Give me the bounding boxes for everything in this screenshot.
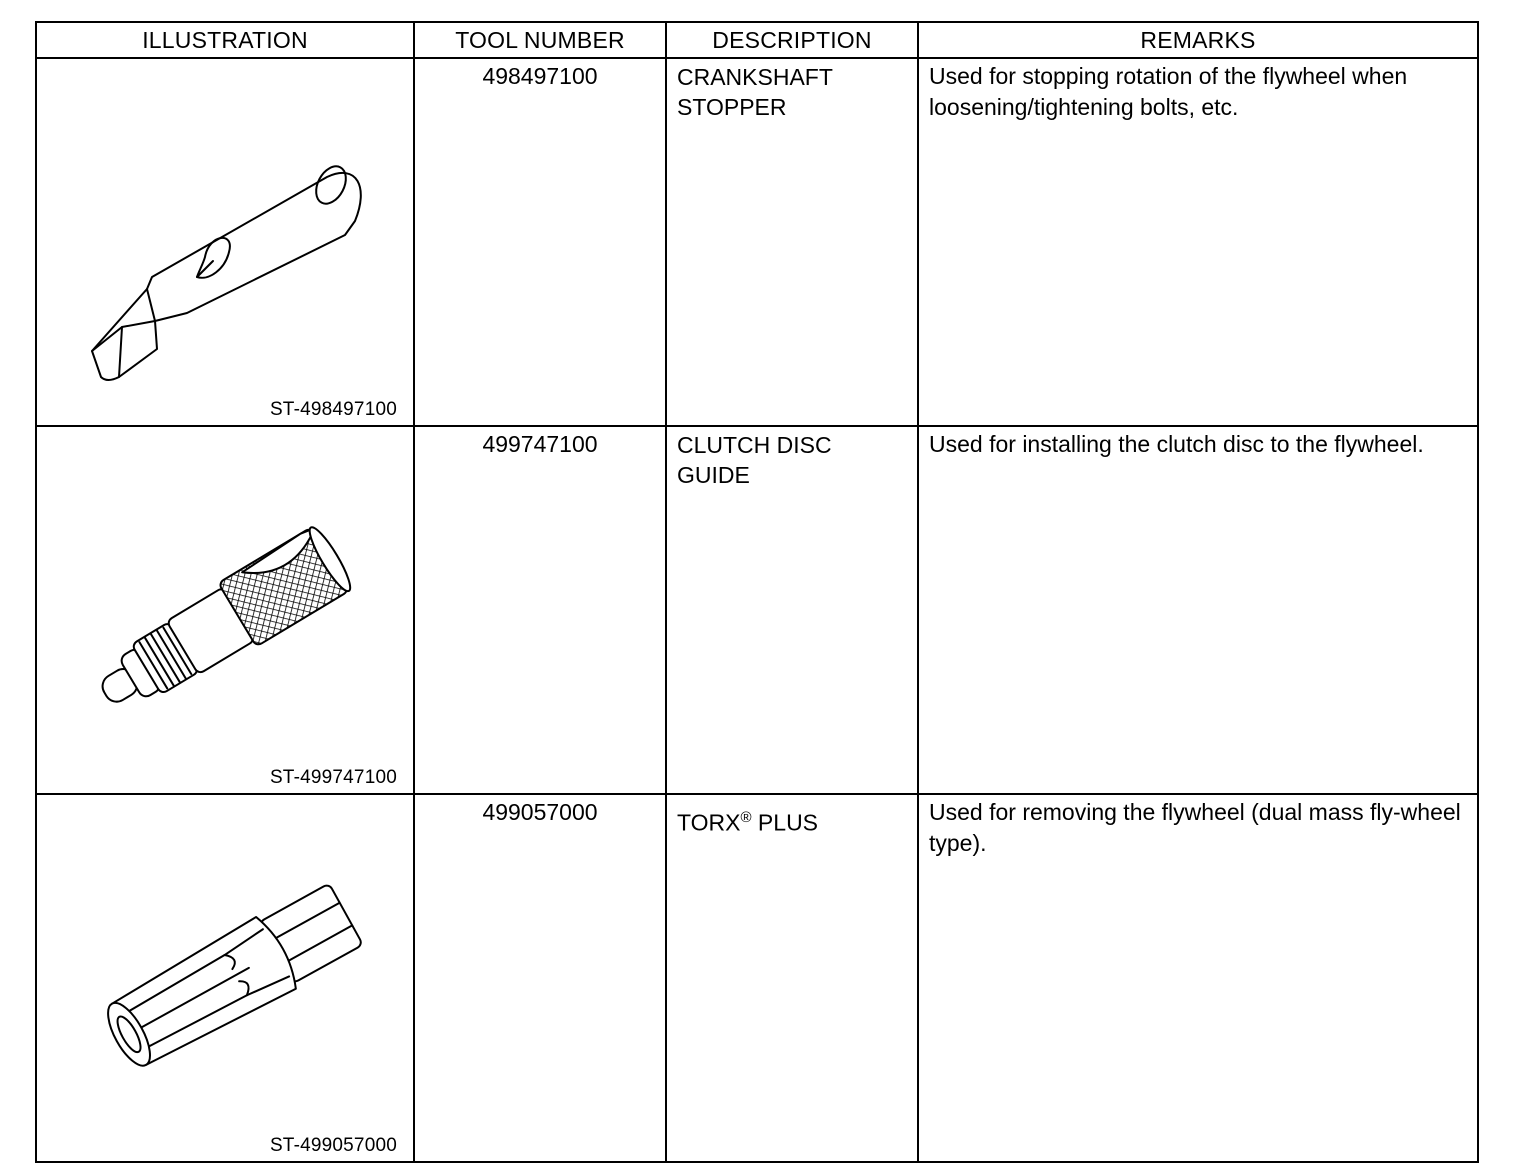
illustration-cell xyxy=(36,794,414,1162)
tool-number: 498497100 xyxy=(482,63,598,89)
description-cell xyxy=(666,426,918,794)
description-cell xyxy=(666,58,918,426)
header-remarks: REMARKS xyxy=(918,22,1478,58)
description-line: CRANKSHAFT xyxy=(677,64,833,90)
illustration-cell xyxy=(36,58,414,426)
description-cell xyxy=(666,794,918,1162)
table-row xyxy=(36,58,1478,426)
clutch-disc-guide-illustration xyxy=(37,427,413,793)
tool-number: 499057000 xyxy=(482,799,598,825)
illustration-code: ST-499747100 xyxy=(269,767,397,788)
tool-number-cell xyxy=(414,794,666,1162)
registered-mark: ® xyxy=(740,809,752,826)
header-description: DESCRIPTION xyxy=(666,22,918,58)
crankshaft-stopper-illustration xyxy=(37,59,413,425)
description-line: STOPPER xyxy=(677,94,787,120)
description-line: GUIDE xyxy=(677,462,750,488)
remarks-text: Used for removing the flywheel (dual mass fly-wheel type). xyxy=(929,799,1461,856)
illustration-code: ST-499057000 xyxy=(269,1135,397,1156)
tool-number-cell xyxy=(414,426,666,794)
tool-number: 499747100 xyxy=(482,431,598,457)
header-illustration: ILLUSTRATION xyxy=(36,22,414,58)
remarks-cell xyxy=(918,58,1478,426)
tool-number-cell xyxy=(414,58,666,426)
header-row xyxy=(36,22,1478,58)
special-tools-table xyxy=(35,21,1479,1163)
remarks-cell xyxy=(918,426,1478,794)
remarks-cell xyxy=(918,794,1478,1162)
description-line: CLUTCH DISC xyxy=(677,432,832,458)
description-rest: PLUS xyxy=(751,809,819,836)
remarks-text: Used for installing the clutch disc to the flywheel. xyxy=(929,431,1424,457)
table-row xyxy=(36,426,1478,794)
torx-plus-bit-illustration xyxy=(37,795,413,1161)
description-main: TORX xyxy=(677,809,741,836)
illustration-cell xyxy=(36,426,414,794)
illustration-code: ST-498497100 xyxy=(269,399,397,420)
header-tool-number: TOOL NUMBER xyxy=(414,22,666,58)
remarks-text: Used for stopping rotation of the flywheel when loosening/tightening bolts, etc. xyxy=(929,63,1408,120)
table-row xyxy=(36,794,1478,1162)
